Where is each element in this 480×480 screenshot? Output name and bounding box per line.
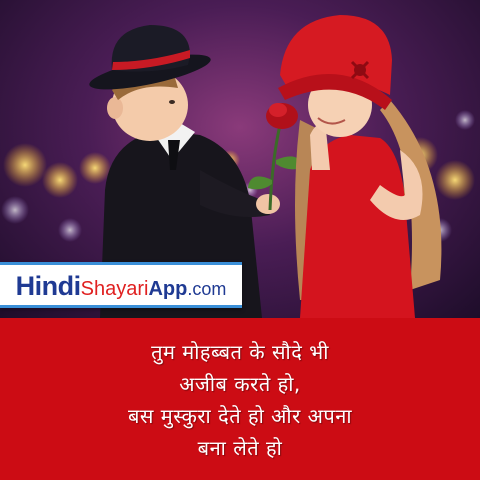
shayari-line-4: बना लेते हो: [197, 436, 283, 460]
logo-word-hindi: Hindi: [15, 271, 81, 301]
shayari-line-2: अजीब करते हो,: [179, 372, 301, 396]
site-logo: [0, 262, 242, 308]
shayari-line-3: बस मुस्कुरा देते हो और अपना: [127, 404, 353, 428]
logo-word-com: .com: [187, 279, 227, 299]
shayari-banner: [0, 318, 480, 480]
shayari-line-1: तुम मोहब्बत के सौदे भी: [151, 340, 329, 364]
girl-figure: [278, 15, 441, 318]
logo-word-shayari: Shayari: [80, 278, 149, 300]
logo-word-app: App: [148, 278, 188, 300]
